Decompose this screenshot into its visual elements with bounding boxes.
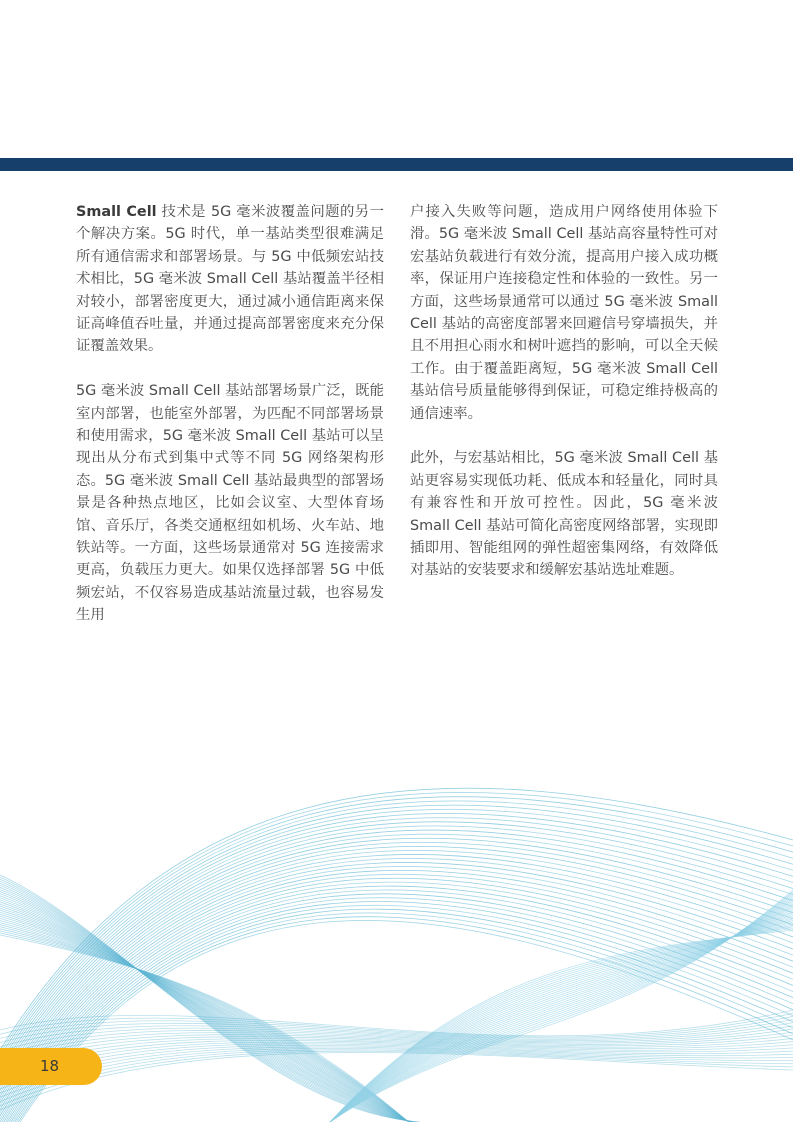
paragraph: 户接入失败等问题，造成用户网络使用体验下滑。5G 毫米波 Small Cell 基站高容量特性可对宏基站负载进行有效分流，提高用户接入成功概率，保证用户连接稳定性和体验的一致性。另一方面，这些场景通常可以通过 5G 毫米波 Small Cell 基站的高密度部署来回避信号穿墙损失，并且不用担心雨水和树叶遮挡的影响，可以全天候工作。由于覆盖距离短，5G 毫米波 Small Cell 基站信号质量能够得到保证，可稳定维持极高的通信速率。 bbox=[410, 204, 718, 422]
page-number: 18 bbox=[40, 1057, 60, 1075]
header-bar bbox=[0, 158, 793, 171]
wave-line bbox=[330, 924, 793, 1122]
wave-line bbox=[330, 890, 793, 1122]
paragraph: 此外，与宏基站相比，5G 毫米波 Small Cell 基站更容易实现低功耗、低成本和轻量化，同时具有兼容性和开放可控性。因此，5G 毫米波 Small Cell 基站可简化高密度网络部署，实现即插即用、智能组网的弹性超密集网络，有效降低对基站的安装要求和缓解宏基站选址难题。 bbox=[410, 450, 718, 579]
wave-line bbox=[330, 898, 793, 1122]
text-column-right bbox=[410, 201, 718, 604]
wave-line bbox=[13, 905, 793, 1122]
wave-line bbox=[330, 919, 793, 1122]
paragraph bbox=[76, 201, 384, 358]
decorative-wave-lines bbox=[0, 780, 793, 1122]
wave-line bbox=[330, 917, 793, 1122]
wave-line bbox=[2, 882, 793, 1122]
wave-line bbox=[330, 901, 793, 1122]
wave-line bbox=[9, 898, 793, 1122]
text-column-left bbox=[76, 201, 384, 649]
paragraph-lead: Small Cell bbox=[76, 204, 157, 220]
paragraph-text: 技术是 5G 毫米波覆盖问题的另一个解决方案。5G 时代，单一基站类型很难满足所有通信需求和部署场景。与 5G 中低频宏站技术相比，5G 毫米波 Small Cell 基站覆盖半径相对较小，部署密度更大，通过减小通信距离来保证高峰值吞吐量，并通过提高部署密度来充分保证覆盖效果。 bbox=[76, 204, 384, 355]
wave-line bbox=[330, 914, 793, 1122]
paragraph: 5G 毫米波 Small Cell 基站部署场景广泛，既能室内部署，也能室外部署，为匹配不同部署场景和使用需求，5G 毫米波 Small Cell 基站可以呈现出从分布式到集中式等不同 5G 网络架构形态。5G 毫米波 Small Cell 基站最典型的部署场景是各种热点地区，比如会议室、大型体育场馆、音乐厅，各类交通枢纽如机场、火车站、地铁站等。一方面，这些场景通常对 5G 连接需求更高，负载压力更大。如果仅选择部署 5G 中低频宏站，不仅容易造成基站流量过载，也容易发生用 bbox=[76, 383, 384, 624]
wave-line bbox=[0, 874, 793, 1122]
wave-line bbox=[0, 878, 793, 1122]
wave-line bbox=[330, 927, 793, 1122]
wave-line bbox=[330, 928, 793, 1122]
